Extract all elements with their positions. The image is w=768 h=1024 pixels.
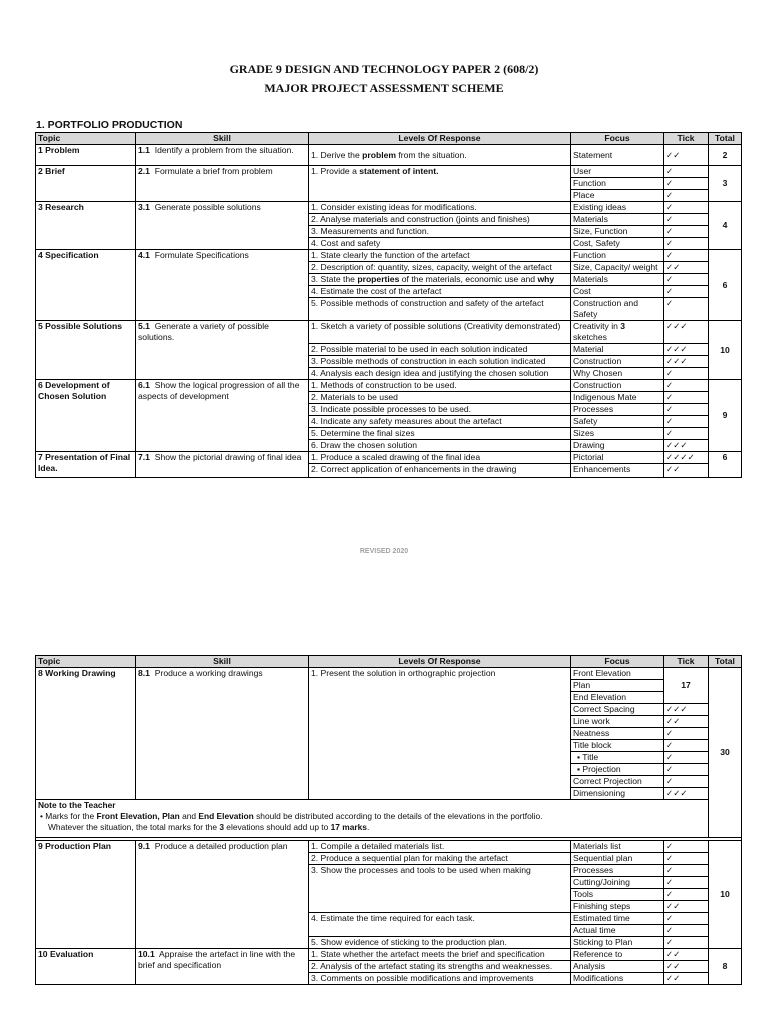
levels-cell: 3. Comments on possible modifications and improvements (309, 973, 571, 985)
levels-cell: 1. Compile a detailed materials list. (309, 841, 571, 853)
table-row (36, 452, 742, 464)
focus-cell: Sequential plan (571, 853, 664, 865)
topic-cell: 3 Research (36, 202, 136, 250)
focus-cell: Pictorial (571, 452, 664, 464)
tick-cell: ✓ (664, 728, 709, 740)
topic-cell: 1 Problem (36, 145, 136, 166)
focus-cell: Existing ideas (571, 202, 664, 214)
col-total: Total (709, 656, 742, 668)
levels-cell: 5. Possible methods of construction and safety of the artefact (309, 298, 571, 321)
levels-cell: 1. State whether the artefact meets the brief and specification (309, 949, 571, 961)
table-row (36, 949, 742, 961)
col-focus: Focus (571, 133, 664, 145)
col-total: Total (709, 133, 742, 145)
focus-cell: Materials (571, 214, 664, 226)
levels-cell: 3. Possible methods of construction in each solution indicated (309, 356, 571, 368)
table-row (36, 250, 742, 262)
focus-cell: ▪ Projection (571, 764, 664, 776)
focus-cell: Front Elevation (571, 668, 664, 680)
skill-cell: 9.1 Produce a detailed production plan (136, 841, 309, 949)
tick-cell: ✓✓ (664, 949, 709, 961)
focus-cell: Correct Projection (571, 776, 664, 788)
focus-cell: User (571, 166, 664, 178)
total-cell: 4 (709, 202, 742, 250)
tick-cell: ✓ (664, 202, 709, 214)
note-line-1: • Marks for the Front Elevation, Plan and End Elevation should be distributed according to the details of the elevations in the portfolio. (40, 811, 543, 821)
tick-cell: ✓ (664, 226, 709, 238)
focus-cell: Cutting/Joining (571, 877, 664, 889)
focus-cell: Function (571, 178, 664, 190)
note-heading: Note to the Teacher (38, 800, 116, 810)
tick-cell: ✓ (664, 764, 709, 776)
tick-cell: ✓ (664, 274, 709, 286)
tick-cell: ✓✓✓ (664, 344, 709, 356)
tick-cell: ✓ (664, 776, 709, 788)
topic-cell: 7 Presentation of Final Idea. (36, 452, 136, 478)
focus-cell: Construction (571, 356, 664, 368)
topic-cell: 10 Evaluation (36, 949, 136, 985)
levels-cell: 1. Methods of construction to be used. (309, 380, 571, 392)
tick-cell: ✓ (664, 298, 709, 321)
total-cell: 6 (709, 250, 742, 321)
levels-cell: 1. Consider existing ideas for modifications. (309, 202, 571, 214)
skill-cell: 5.1 Generate a variety of possible solutions. (136, 321, 309, 380)
focus-cell: Size, Capacity/ weight (571, 262, 664, 274)
focus-cell: Finishing steps (571, 901, 664, 913)
focus-cell: Place (571, 190, 664, 202)
table-row (36, 145, 742, 166)
levels-cell: 1. State clearly the function of the artefact (309, 250, 571, 262)
topic-cell: 2 Brief (36, 166, 136, 202)
tick-cell: ✓ (664, 286, 709, 298)
levels-cell: 3. Indicate possible processes to be used. (309, 404, 571, 416)
focus-cell: Materials (571, 274, 664, 286)
tick-cell: ✓ (664, 178, 709, 190)
focus-cell: Modifications (571, 973, 664, 985)
levels-cell: 4. Cost and safety (309, 238, 571, 250)
tick-cell: ✓ (664, 404, 709, 416)
focus-cell: Why Chosen (571, 368, 664, 380)
levels-cell: 5. Determine the final sizes (309, 428, 571, 440)
tick-cell: ✓ (664, 740, 709, 752)
focus-cell: Size, Function (571, 226, 664, 238)
tick-cell: ✓ (664, 877, 709, 889)
focus-cell: ▪ Title (571, 752, 664, 764)
levels-cell: 4. Estimate the time required for each task. (309, 913, 571, 937)
focus-cell: Processes (571, 865, 664, 877)
focus-cell: Construction and Safety (571, 298, 664, 321)
focus-cell: Correct Spacing (571, 704, 664, 716)
assessment-table-1 (35, 132, 742, 478)
col-tick: Tick (664, 656, 709, 668)
levels-cell: 2. Correct application of enhancements in the drawing (309, 464, 571, 478)
tick-cell: ✓ (664, 865, 709, 877)
focus-cell: Estimated time (571, 913, 664, 925)
levels-cell: 4. Analysis each design idea and justifying the chosen solution (309, 368, 571, 380)
tick-cell: ✓✓ (664, 961, 709, 973)
assessment-table-2 (35, 655, 742, 985)
revision-label: REVISED 2020 (359, 548, 409, 555)
topic-cell: 9 Production Plan (36, 841, 136, 949)
tick-cell: ✓✓ (664, 901, 709, 913)
skill-cell: 3.1 Generate possible solutions (136, 202, 309, 250)
document-subtitle: MAJOR PROJECT ASSESSMENT SCHEME (264, 81, 504, 95)
tick-cell: ✓ (664, 214, 709, 226)
tick-cell: ✓ (664, 913, 709, 925)
col-topic: Topic (36, 656, 136, 668)
tick-cell: ✓ (664, 190, 709, 202)
focus-cell: Cost, Safety (571, 238, 664, 250)
topic-cell: 8 Working Drawing (36, 668, 136, 800)
focus-cell: Cost (571, 286, 664, 298)
focus-cell: Safety (571, 416, 664, 428)
total-cell: 10 (709, 841, 742, 949)
col-levels: Levels Of Response (309, 656, 571, 668)
tick-cell: ✓ (664, 368, 709, 380)
focus-cell: Sizes (571, 428, 664, 440)
total-cell: 30 (709, 668, 742, 838)
focus-cell: Line work (571, 716, 664, 728)
col-topic: Topic (36, 133, 136, 145)
tick-cell: ✓✓ (664, 464, 709, 478)
levels-cell: 3. Show the processes and tools to be used when making (309, 865, 571, 913)
focus-cell: Title block (571, 740, 664, 752)
total-cell: 3 (709, 166, 742, 202)
skill-cell: 2.1 Formulate a brief from problem (136, 166, 309, 202)
note-row (36, 800, 742, 838)
total-cell: 2 (709, 145, 742, 166)
levels-cell: 2. Analyse materials and construction (joints and finishes) (309, 214, 571, 226)
focus-cell: Function (571, 250, 664, 262)
table-row (36, 166, 742, 178)
tick-cell: ✓ (664, 428, 709, 440)
skill-cell: 1.1 Identify a problem from the situation. (136, 145, 309, 166)
levels-cell: 1. Provide a statement of intent. (309, 166, 571, 202)
focus-cell: Creativity in 3 sketches (571, 321, 664, 344)
col-focus: Focus (571, 656, 664, 668)
tick-cell: ✓ (664, 238, 709, 250)
col-skill: Skill (136, 656, 309, 668)
levels-cell: 5. Show evidence of sticking to the production plan. (309, 937, 571, 949)
tick-cell: ✓✓ (664, 145, 709, 166)
tick-cell: ✓✓✓ (664, 321, 709, 344)
tick-cell: ✓ (664, 841, 709, 853)
levels-cell: 1. Produce a scaled drawing of the final idea (309, 452, 571, 464)
focus-cell: Statement (571, 145, 664, 166)
table-row (36, 380, 742, 392)
tick-cell: ✓ (664, 925, 709, 937)
tick-cell: ✓✓ (664, 973, 709, 985)
table-row (36, 321, 742, 344)
topic-cell: 4 Specification (36, 250, 136, 321)
total-cell: 10 (709, 321, 742, 380)
focus-cell: Plan (571, 680, 664, 692)
tick-cell: ✓ (664, 250, 709, 262)
table-row (36, 668, 742, 680)
topic-cell: 5 Possible Solutions (36, 321, 136, 380)
tick-cell: ✓ (664, 937, 709, 949)
levels-cell: 2. Possible material to be used in each solution indicated (309, 344, 571, 356)
levels-cell: 3. Measurements and function. (309, 226, 571, 238)
tick-cell: ✓✓✓ (664, 356, 709, 368)
col-skill: Skill (136, 133, 309, 145)
levels-cell: 2. Description of: quantity, sizes, capacity, weight of the artefact (309, 262, 571, 274)
col-levels: Levels Of Response (309, 133, 571, 145)
levels-cell: 4. Estimate the cost of the artefact (309, 286, 571, 298)
focus-cell: Actual time (571, 925, 664, 937)
tick-cell: ✓ (664, 166, 709, 178)
focus-cell: Indigenous Mate (571, 392, 664, 404)
focus-cell: Enhancements (571, 464, 664, 478)
tick-cell: ✓✓✓ (664, 788, 709, 800)
table-header-row (36, 133, 742, 145)
tick-cell: ✓✓✓✓ (664, 452, 709, 464)
focus-cell: Drawing (571, 440, 664, 452)
levels-cell: 4. Indicate any safety measures about the artefact (309, 416, 571, 428)
levels-cell: 1. Present the solution in orthographic projection (309, 668, 571, 800)
levels-cell: 3. State the properties of the materials, economic use and why (309, 274, 571, 286)
focus-cell: Material (571, 344, 664, 356)
focus-cell: Reference to (571, 949, 664, 961)
skill-cell: 10.1 Appraise the artefact in line with the brief and specification (136, 949, 309, 985)
levels-cell: 2. Analysis of the artefact stating its strengths and weaknesses. (309, 961, 571, 973)
focus-cell: Neatness (571, 728, 664, 740)
levels-cell: 2. Materials to be used (309, 392, 571, 404)
levels-cell: 6. Draw the chosen solution (309, 440, 571, 452)
tick-cell: ✓✓ (664, 262, 709, 274)
focus-cell: Sticking to Plan (571, 937, 664, 949)
tick-cell: ✓ (664, 392, 709, 404)
skill-cell: 8.1 Produce a working drawings (136, 668, 309, 800)
total-cell: 6 (709, 452, 742, 478)
section-heading: 1. PORTFOLIO PRODUCTION (36, 119, 183, 131)
total-cell: 8 (709, 949, 742, 985)
table-header-row (36, 656, 742, 668)
tick-cell: ✓ (664, 416, 709, 428)
tick-cell: ✓ (664, 380, 709, 392)
document-title: GRADE 9 DESIGN AND TECHNOLOGY PAPER 2 (608/2) (229, 62, 539, 76)
skill-cell: 7.1 Show the pictorial drawing of final idea (136, 452, 309, 478)
focus-cell: Tools (571, 889, 664, 901)
focus-cell: Dimensioning (571, 788, 664, 800)
tick-cell: ✓ (664, 752, 709, 764)
focus-cell: End Elevation (571, 692, 664, 704)
teacher-note (36, 800, 709, 838)
tick-cell: ✓ (664, 853, 709, 865)
levels-cell: 2. Produce a sequential plan for making the artefact (309, 853, 571, 865)
skill-cell: 6.1 Show the logical progression of all the aspects of development (136, 380, 309, 452)
total-cell: 9 (709, 380, 742, 452)
tick-cell: ✓✓ (664, 716, 709, 728)
note-line-2: Whatever the situation, the total marks for the 3 elevations should add up to 17 marks. (48, 822, 370, 832)
levels-cell: 1. Derive the problem from the situation. (309, 145, 571, 166)
levels-cell: 1. Sketch a variety of possible solutions (Creativity demonstrated) (309, 321, 571, 344)
col-tick: Tick (664, 133, 709, 145)
focus-cell: Processes (571, 404, 664, 416)
table-row (36, 202, 742, 214)
tick-cell: ✓✓✓ (664, 440, 709, 452)
tick-cell: ✓✓✓ (664, 704, 709, 716)
tick-group-cell: 17 (664, 668, 709, 704)
focus-cell: Construction (571, 380, 664, 392)
focus-cell: Materials list (571, 841, 664, 853)
topic-cell: 6 Development of Chosen Solution (36, 380, 136, 452)
tick-cell: ✓ (664, 889, 709, 901)
table-row (36, 841, 742, 853)
skill-cell: 4.1 Formulate Specifications (136, 250, 309, 321)
focus-cell: Analysis (571, 961, 664, 973)
